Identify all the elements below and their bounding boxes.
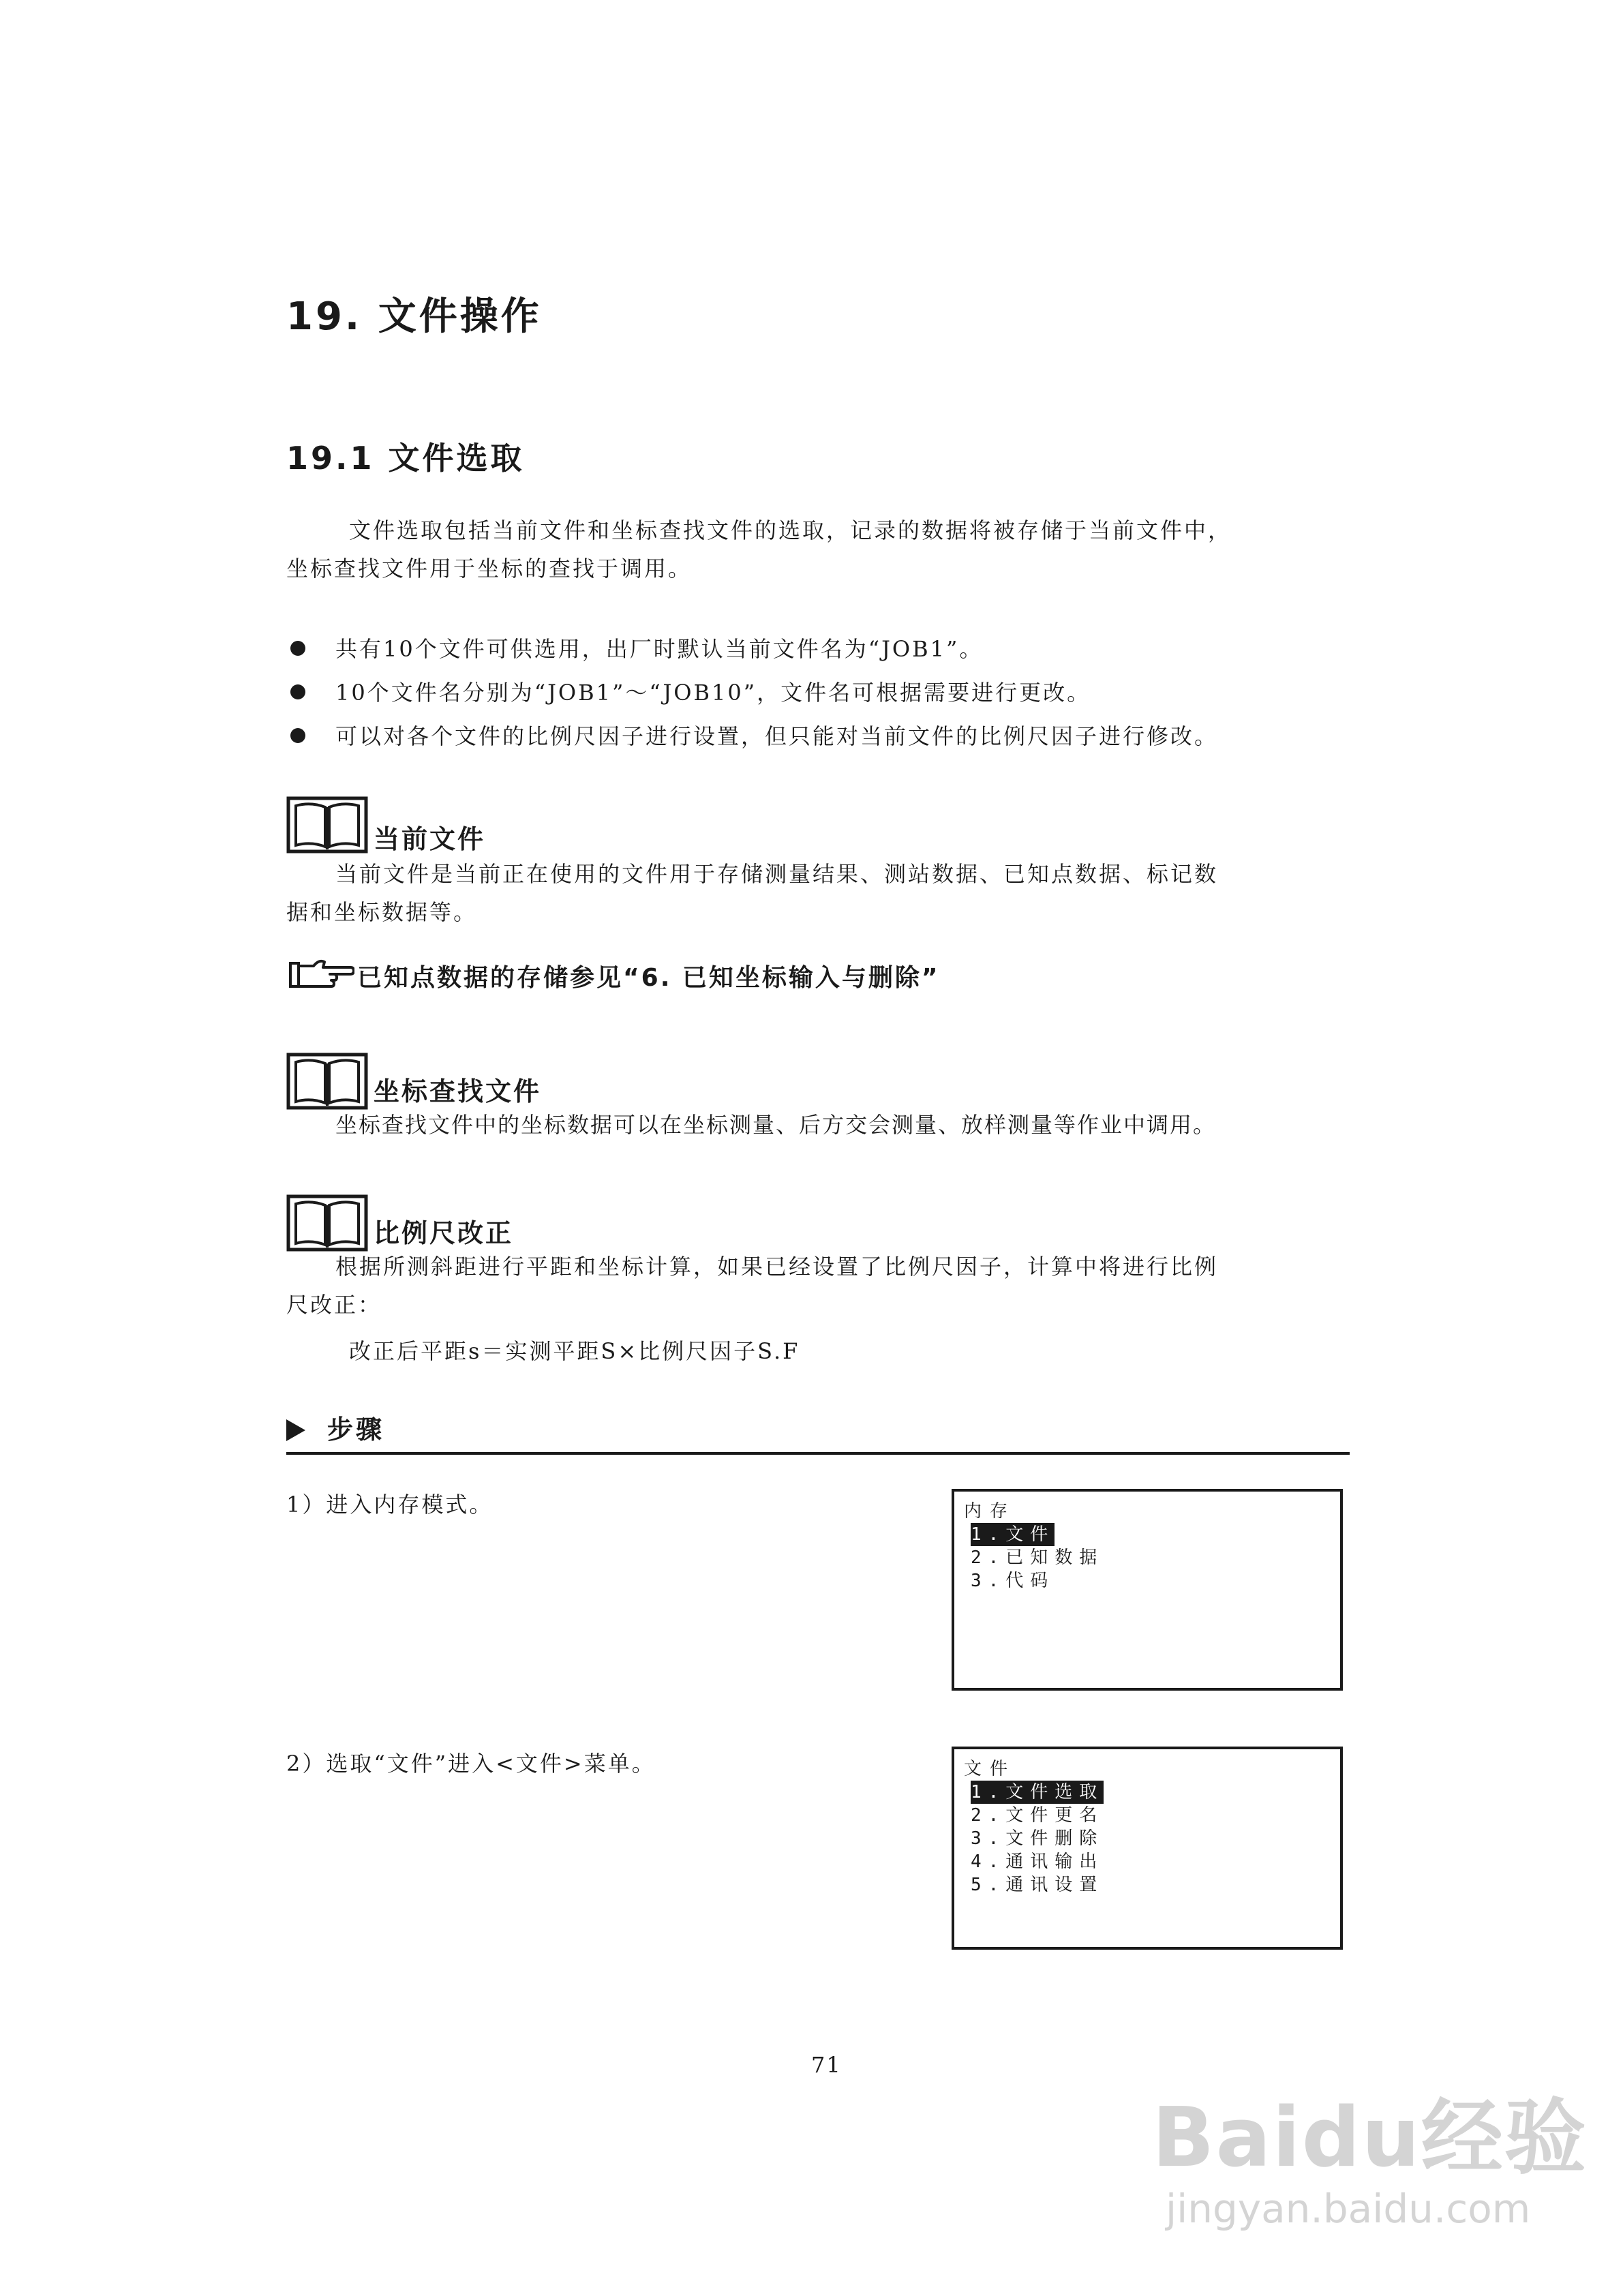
steps-title: 步骤: [327, 1415, 385, 1445]
steps-divider: [286, 1452, 1350, 1455]
note-title-current-file: 当前文件: [374, 824, 486, 854]
bullet-dot-icon: [290, 641, 305, 656]
feature-bullet-list: [286, 627, 1377, 758]
bullet-item: 共有10个文件可供选用，出厂时默认当前文件名为“JOB1”。: [286, 627, 1377, 671]
note-current-file-body: [286, 855, 1377, 931]
note-scale-line-1: 根据所测斜距进行平距和坐标计算，如果已经设置了比例尺因子，计算中将进行比例: [335, 1254, 1219, 1280]
book-icon: [286, 796, 368, 854]
bullet-item: 可以对各个文件的比例尺因子进行设置，但只能对当前文件的比例尺因子进行修改。: [286, 714, 1377, 758]
bullet-dot-icon: [290, 728, 305, 743]
reference-link: 已知点数据的存储参见“6. 已知坐标输入与删除”: [357, 964, 940, 992]
play-triangle-icon: [286, 1419, 305, 1441]
scale-formula: 改正后平距s＝实测平距S×比例尺因子S.F: [349, 1338, 800, 1364]
lcd-menu-item[interactable]: 2.文件更名: [971, 1805, 1104, 1826]
lcd-title: 内存: [964, 1501, 1016, 1522]
step-2-text: 2）选取“文件”进入<文件>菜单。: [286, 1751, 656, 1777]
watermark-brand: Baidu经验: [1152, 2091, 1588, 2186]
note-current-file-line-1: 当前文件是当前正在使用的文件用于存储测量结果、测站数据、已知点数据、标记数: [335, 861, 1219, 887]
note-title-coord-search: 坐标查找文件: [374, 1076, 542, 1106]
chapter-title: 19. 文件操作: [286, 294, 542, 339]
note-current-file-line-2: 据和坐标数据等。: [286, 899, 478, 925]
steps-header: [286, 1408, 384, 1446]
lcd-menu-item[interactable]: 2.已知数据: [971, 1547, 1104, 1568]
lcd-title: 文件: [964, 1759, 1016, 1779]
note-title-scale: 比例尺改正: [374, 1218, 514, 1248]
section-title: 19.1 文件选取: [286, 440, 525, 477]
note-scale-body: [286, 1248, 1377, 1370]
bullet-item: 10个文件名分别为“JOB1”～“JOB10”，文件名可根据需要进行更改。: [286, 671, 1377, 714]
book-icon: [286, 1053, 368, 1110]
lcd-screen-memory: [952, 1489, 1343, 1691]
lcd-menu-item[interactable]: 3.文件删除: [971, 1828, 1104, 1849]
lcd-screen-file: [952, 1747, 1343, 1950]
intro-line-2: 坐标查找文件用于坐标的查找于调用。: [286, 556, 693, 581]
note-coord-search-body: [286, 1106, 1391, 1144]
bullet-dot-icon: [290, 684, 305, 699]
intro-line-1: 文件选取包括当前文件和坐标查找文件的选取，记录的数据将被存储于当前文件中，: [349, 517, 1232, 543]
lcd-menu-item[interactable]: 1.文件: [971, 1524, 1055, 1545]
lcd-menu-item[interactable]: 1.文件选取: [971, 1782, 1104, 1802]
step-1-text: 1）进入内存模式。: [286, 1492, 494, 1517]
lcd-menu-item[interactable]: 5.通讯设置: [971, 1875, 1104, 1895]
intro-paragraph: [286, 511, 1350, 588]
lcd-menu-item[interactable]: 3.代码: [971, 1571, 1055, 1591]
watermark-url: jingyan.baidu.com: [1166, 2186, 1531, 2232]
note-scale-line-2: 尺改正：: [286, 1292, 382, 1318]
page-number: 71: [811, 2052, 842, 2078]
watermark: [1152, 2072, 1588, 2232]
pointing-hand-icon: [289, 956, 354, 993]
book-icon: [286, 1194, 368, 1252]
lcd-menu-item[interactable]: 4.通讯输出: [971, 1852, 1104, 1872]
note-coord-search-line-1: 坐标查找文件中的坐标数据可以在坐标测量、后方交会测量、放样测量等作业中调用。: [335, 1112, 1217, 1138]
